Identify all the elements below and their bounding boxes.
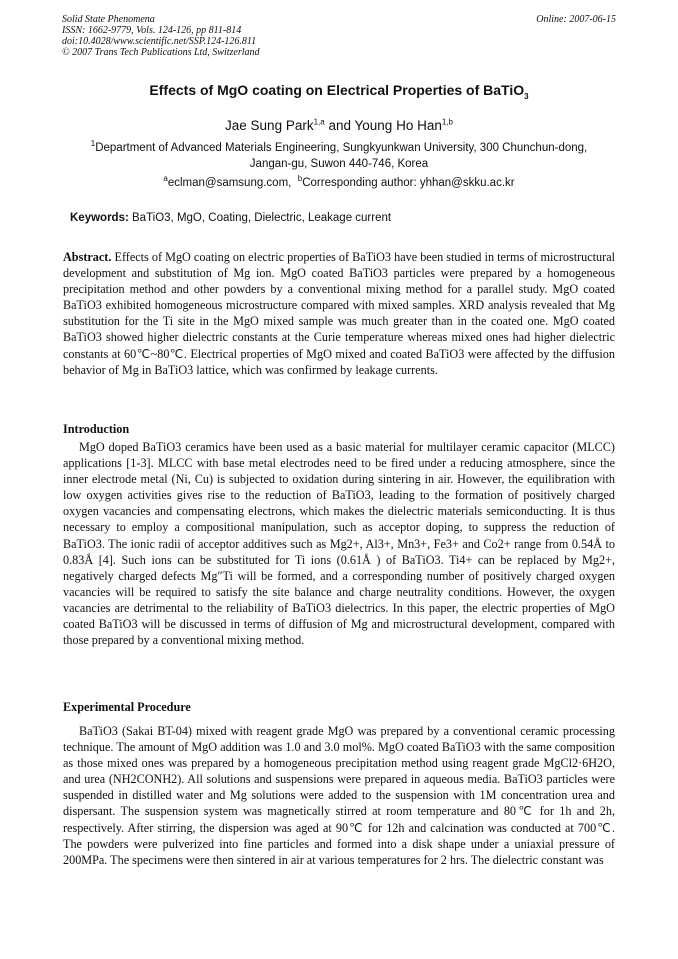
abstract-text: Effects of MgO coating on electric properties of BaTiO3 have been studied in terms of microstructural development and substitution of Mg ion. MgO coated BaTiO3 particles were prepared by a homogeneous precipitation method and other powders by a conventional mixing method for a parallel study. MgO coated BaTiO3 exhibited homogeneous microstructure compared with mixed samples. XRD analysis revealed that Mg substitution for the Ti site in the MgO mixed sample was much greater than in the coated one. MgO coated BaTiO3 showed higher dielectric constants at the Curie temperature whereas mixed ones had higher dielectric constants at 60℃~80℃. Electrical properties of MgO mixed and coated BaTiO3 were affected by the diffusion behavior of Mg in BaTiO3 lattice, which was confirmed by leakage currents.	[63, 250, 616, 377]
author-2: Young Ho Han	[354, 118, 442, 133]
paper-title	[40, 82, 638, 101]
affiliation-line1: Department of Advanced Materials Engineering, Sungkyunkwan University, 300 Chunchun-dong,	[95, 142, 588, 154]
experimental-heading: Experimental Procedure	[63, 700, 191, 714]
keywords-label: Keywords:	[70, 212, 129, 224]
email-a-sup: a	[163, 174, 168, 184]
copyright: © 2007 Trans Tech Publications Ltd, Switzerland	[62, 47, 260, 58]
online-date: Online: 2007-06-15	[536, 14, 616, 25]
keywords	[70, 212, 638, 224]
affiliation	[62, 140, 616, 172]
emails	[40, 174, 638, 189]
experimental	[63, 723, 615, 868]
affiliation-sup: 1	[90, 139, 96, 149]
affiliation-line2: Jangan-gu, Suwon 440-746, Korea	[249, 158, 429, 170]
email-b-sup: b	[297, 174, 303, 184]
author-and: and	[324, 118, 355, 133]
journal-header	[62, 14, 616, 58]
experimental-text: BaTiO3 (Sakai BT-04) mixed with reagent grade MgO was prepared by a conventional ceramic processing technique. The amount of MgO addition was 1.0 and 3.0 mol%. MgO coated BaTiO3 with the same composition as those mixed ones was prepared by a homogeneous precipitation method using reagent grade MgCl2·6H2O, and urea (NH2CONH2). All solutions and suspensions were prepared in aqueous media. BaTiO3 particles were suspended in distilled water and Mg solutions were added to the suspension with 1M concentration urea and dispersant. The suspension system was magnetically stirred at room temperature and 80℃ for 1h and 2h, respectively. After stirring, the dispersion was aged at 90℃ for 12h and calcination was conducted at 700℃. The powders were pulverized into fine particles and formed into a disk shape under a uniaxial pressure of 200MPa. The specimens were then sintered in air at various temperatures for 2 hrs. The dielectric constant was	[63, 724, 615, 867]
abstract	[63, 249, 615, 378]
issn: ISSN: 1662-9779, Vols. 124-126, pp 811-814	[62, 25, 242, 36]
doi: doi:10.4028/www.scientific.net/SSP.124-126.811	[62, 36, 257, 47]
author-2-sup: 1,b	[441, 117, 453, 127]
authors	[40, 118, 638, 133]
introduction	[63, 439, 615, 648]
email-b: Corresponding author: yhhan@skku.ac.kr	[302, 177, 515, 189]
author-1-sup: 1,a	[313, 117, 325, 127]
keywords-text: BaTiO3, MgO, Coating, Dielectric, Leakage current	[132, 212, 392, 224]
abstract-label: Abstract.	[63, 250, 112, 264]
title-main: Effects of MgO coating on Electrical Properties of BaTiO	[149, 82, 525, 98]
journal-name: Solid State Phenomena	[62, 14, 155, 25]
introduction-text: MgO doped BaTiO3 ceramics have been used as a basic material for multilayer ceramic capacitor (MLCC) applications [1-3]. MLCC with base metal electrodes need to be fired under a reducing atmosphere, since the inner electrode metal (Ni, Cu) is subjected to oxidation during sintering in air. However, the equilibration with low oxygen activities gives rise to the reduction of BaTiO3, leading to the formation of positively charged oxygen vacancies and compensating electrons, which makes the dielectric materials semiconducting. It is thus necessary to employ a compositional manipulation, such as acceptor doping, to suppress the reduction of BaTiO3. The ionic radii of acceptor additives such as Mg2+, Al3+, Mn3+, Fe3+ and Co2+ range from 0.54Å to 0.83Å [4]. Such ions can be substituted for Ti ions (0.61Å ) of BaTiO3. Ti4+ can be replaced by Mg2+, negatively charged defects Mg″Ti will be formed, and a corresponding number of positively charged oxygen vacancies will be required to satisfy the site balance and charge neutrality conditions. However, the oxygen vacancies are detrimental to the reliability of BaTiO3 dielectrics. In this paper, the electric properties of MgO coated BaTiO3 will be discussed in terms of diffusion of Mg and microstructural development, compared with those prepared by a conventional mixing method.	[63, 440, 615, 648]
email-a: eclman@samsung.com,	[167, 177, 292, 189]
author-1: Jae Sung Park	[225, 118, 314, 133]
introduction-heading: Introduction	[63, 422, 130, 436]
title-sub: 3	[524, 91, 529, 101]
